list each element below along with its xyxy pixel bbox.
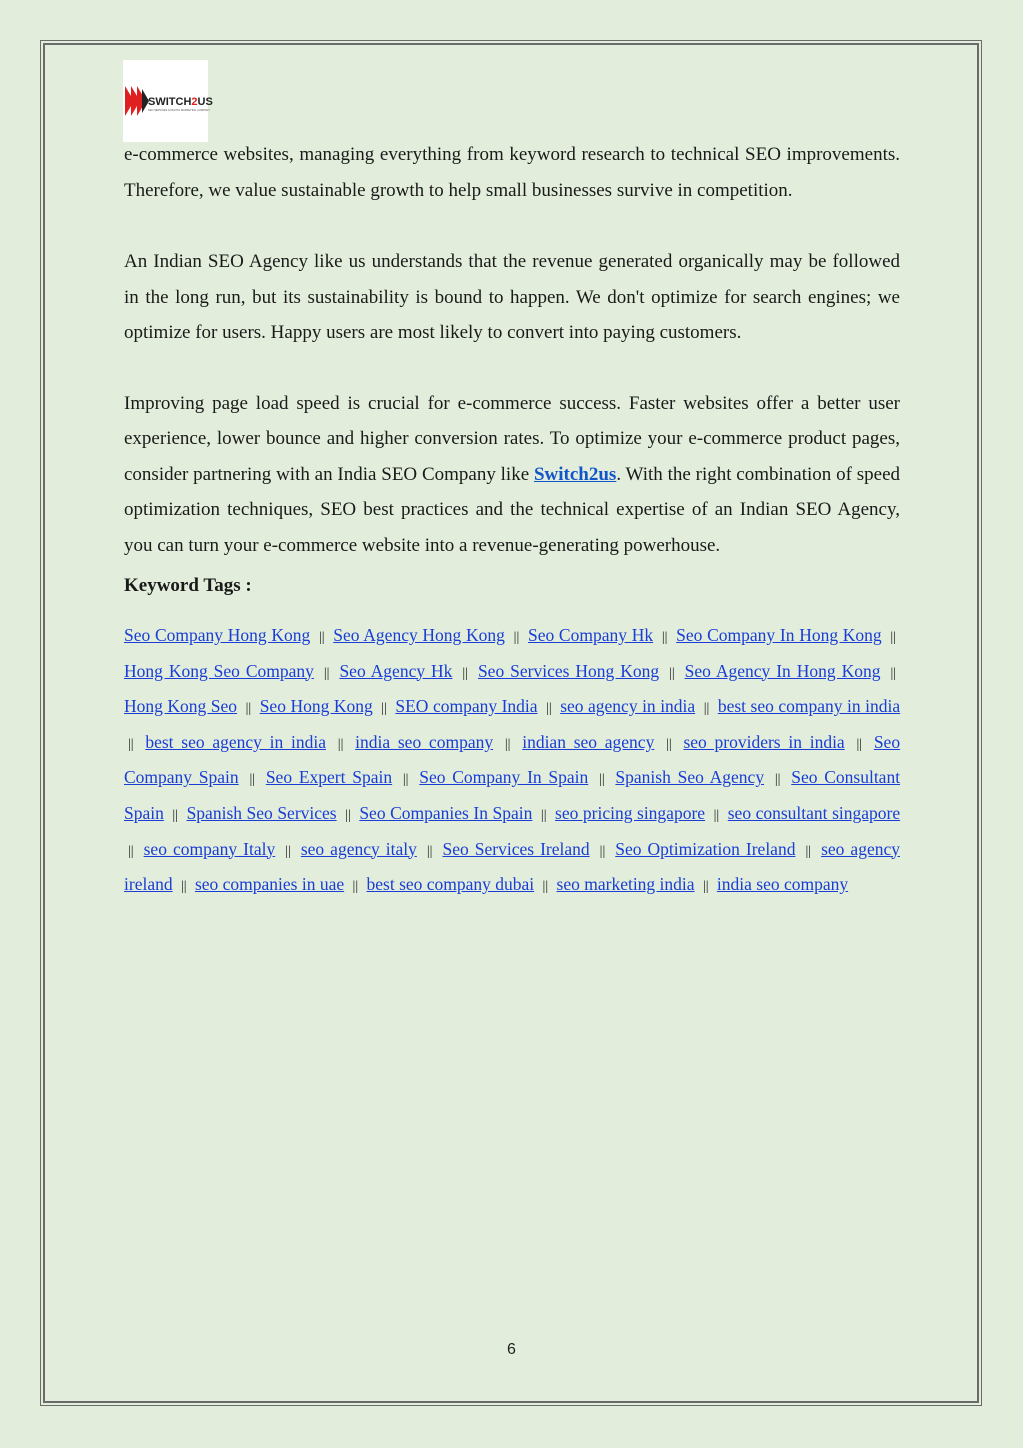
- tag-separator: ||: [128, 736, 134, 752]
- keyword-tag-link[interactable]: Seo Expert Spain: [265, 767, 393, 788]
- tag-separator: ||: [805, 843, 812, 859]
- keyword-tag-link[interactable]: Seo Company Spain: [124, 731, 901, 788]
- switch2us-logo: [123, 60, 213, 142]
- tag-separator: ||: [774, 772, 781, 788]
- tag-separator: ||: [702, 879, 709, 895]
- keyword-tag-link[interactable]: seo providers in india: [683, 731, 845, 752]
- keyword-tag-link[interactable]: india seo company: [355, 731, 494, 752]
- page-content: [124, 137, 900, 904]
- tag-separator: ||: [128, 843, 134, 859]
- keyword-tag-link[interactable]: Seo Consultant Spain: [124, 767, 901, 823]
- keyword-tag-link[interactable]: seo marketing india: [556, 874, 695, 895]
- svg-text:SEO SERVICES & DIGITAL MARKETI: SEO SERVICES & DIGITAL MARKETING COMPANY: [148, 109, 211, 112]
- paragraph-1: e-commerce websites, managing everything from keyword research to technical SEO improvements. Therefore, we value sustainable growth to help small businesses survive in competition.: [124, 144, 900, 201]
- keyword-tag-link[interactable]: Hong Kong Seo: [124, 696, 238, 717]
- keyword-tag-link[interactable]: Seo Hong Kong: [259, 696, 373, 717]
- keyword-tag-link[interactable]: india seo company: [716, 874, 849, 895]
- keyword-tag-link[interactable]: Spanish Seo Services: [186, 802, 337, 823]
- paragraph-2: An Indian SEO Agency like us understands that the revenue generated organically may be followed in the long run, but its sustainability is bound to happen. We don't optimize for search engines; we optimize for users. Happy users are most likely to convert into paying customers.: [124, 251, 900, 343]
- keyword-tag-link[interactable]: Seo Agency Hk: [339, 660, 453, 681]
- tag-separator: ||: [402, 772, 409, 788]
- keyword-tags-list: [124, 619, 900, 904]
- keyword-tag-link[interactable]: seo agency italy: [300, 838, 417, 859]
- keyword-tags-heading: Keyword Tags :: [124, 575, 252, 596]
- keyword-tag-link[interactable]: Seo Company Hk: [527, 625, 654, 645]
- keyword-tag-link[interactable]: seo agency in india: [560, 696, 696, 717]
- keyword-tag-link[interactable]: best seo agency in india: [145, 731, 327, 752]
- keyword-tag-link[interactable]: SEO company India: [395, 696, 538, 717]
- tag-separator: ||: [703, 701, 710, 717]
- paragraph-3: [124, 386, 900, 564]
- paragraph-3-text-before: Improving page load speed is crucial for e-commerce success. Faster websites offer a better user experience, lower bounce and higher conversion rates. To optimize your e-commerce product pages, consider partnering with an India SEO Company like: [124, 392, 900, 485]
- tag-separator: ||: [180, 879, 187, 895]
- tag-separator: ||: [599, 843, 606, 859]
- tag-separator: ||: [285, 843, 291, 859]
- keyword-tag-link[interactable]: Seo Agency In Hong Kong: [684, 660, 881, 681]
- keyword-tag-link[interactable]: Hong Kong Seo Company: [124, 660, 314, 681]
- tag-separator: ||: [504, 736, 511, 752]
- keyword-tag-link[interactable]: Seo Companies In Spain: [359, 802, 533, 823]
- tag-separator: ||: [513, 630, 520, 645]
- keyword-tag-link[interactable]: Seo Optimization Ireland: [615, 838, 796, 859]
- tag-separator: ||: [540, 807, 547, 823]
- tag-separator: ||: [352, 879, 359, 895]
- tag-separator: ||: [890, 665, 897, 681]
- svg-text:SWITCH2US: SWITCH2US: [148, 96, 213, 108]
- tag-separator: ||: [599, 772, 605, 788]
- keyword-tag-link[interactable]: Seo Company In Spain: [419, 767, 589, 788]
- keyword-tag-link[interactable]: Seo Services Hong Kong: [477, 660, 660, 681]
- tag-separator: ||: [337, 736, 344, 752]
- tag-separator: ||: [542, 879, 549, 895]
- keyword-tag-link[interactable]: Seo Company In Hong Kong: [676, 625, 882, 645]
- tag-separator: ||: [669, 665, 675, 681]
- keyword-tag-link[interactable]: seo companies in uae: [194, 874, 345, 895]
- keyword-tag-link[interactable]: best seo company in india: [717, 696, 901, 717]
- keyword-tag-link[interactable]: Seo Company Hong Kong: [124, 625, 311, 645]
- tag-separator: ||: [172, 807, 179, 823]
- keyword-tag-link[interactable]: best seo company dubai: [366, 874, 535, 895]
- switch2us-link[interactable]: Switch2us: [533, 463, 617, 485]
- tag-separator: ||: [546, 701, 552, 717]
- paragraph-3-text-after: . With the right combination of speed optimization techniques, SEO best practices and the technical expertise of an Indian SEO Agency, you can turn your e-commerce website into a revenue-generating powerhouse.: [124, 463, 900, 556]
- keyword-tag-link[interactable]: Seo Agency Hong Kong: [333, 625, 505, 645]
- keyword-tag-link[interactable]: seo consultant singapore: [727, 802, 901, 823]
- tag-separator: ||: [345, 807, 351, 823]
- tag-separator: ||: [245, 701, 252, 717]
- tag-separator: ||: [381, 701, 387, 717]
- tag-separator: ||: [249, 772, 256, 788]
- keyword-tag-link[interactable]: seo company Italy: [143, 838, 276, 859]
- keyword-tag-link[interactable]: Spanish Seo Agency: [615, 767, 765, 788]
- keyword-tag-link[interactable]: Seo Services Ireland: [442, 838, 590, 859]
- keyword-tag-link[interactable]: indian seo agency: [522, 731, 655, 752]
- tag-separator: ||: [426, 843, 433, 859]
- keyword-tag-link[interactable]: seo pricing singapore: [555, 802, 706, 823]
- page-number: 6: [507, 1341, 516, 1358]
- tag-separator: ||: [462, 665, 468, 681]
- keyword-tag-link[interactable]: seo agency ireland: [124, 838, 900, 895]
- tag-separator: ||: [318, 630, 325, 645]
- tag-separator: ||: [890, 630, 897, 645]
- tag-separator: ||: [666, 736, 672, 752]
- tag-separator: ||: [323, 665, 330, 681]
- tag-separator: ||: [713, 807, 720, 823]
- tag-separator: ||: [661, 630, 668, 645]
- tag-separator: ||: [856, 736, 863, 752]
